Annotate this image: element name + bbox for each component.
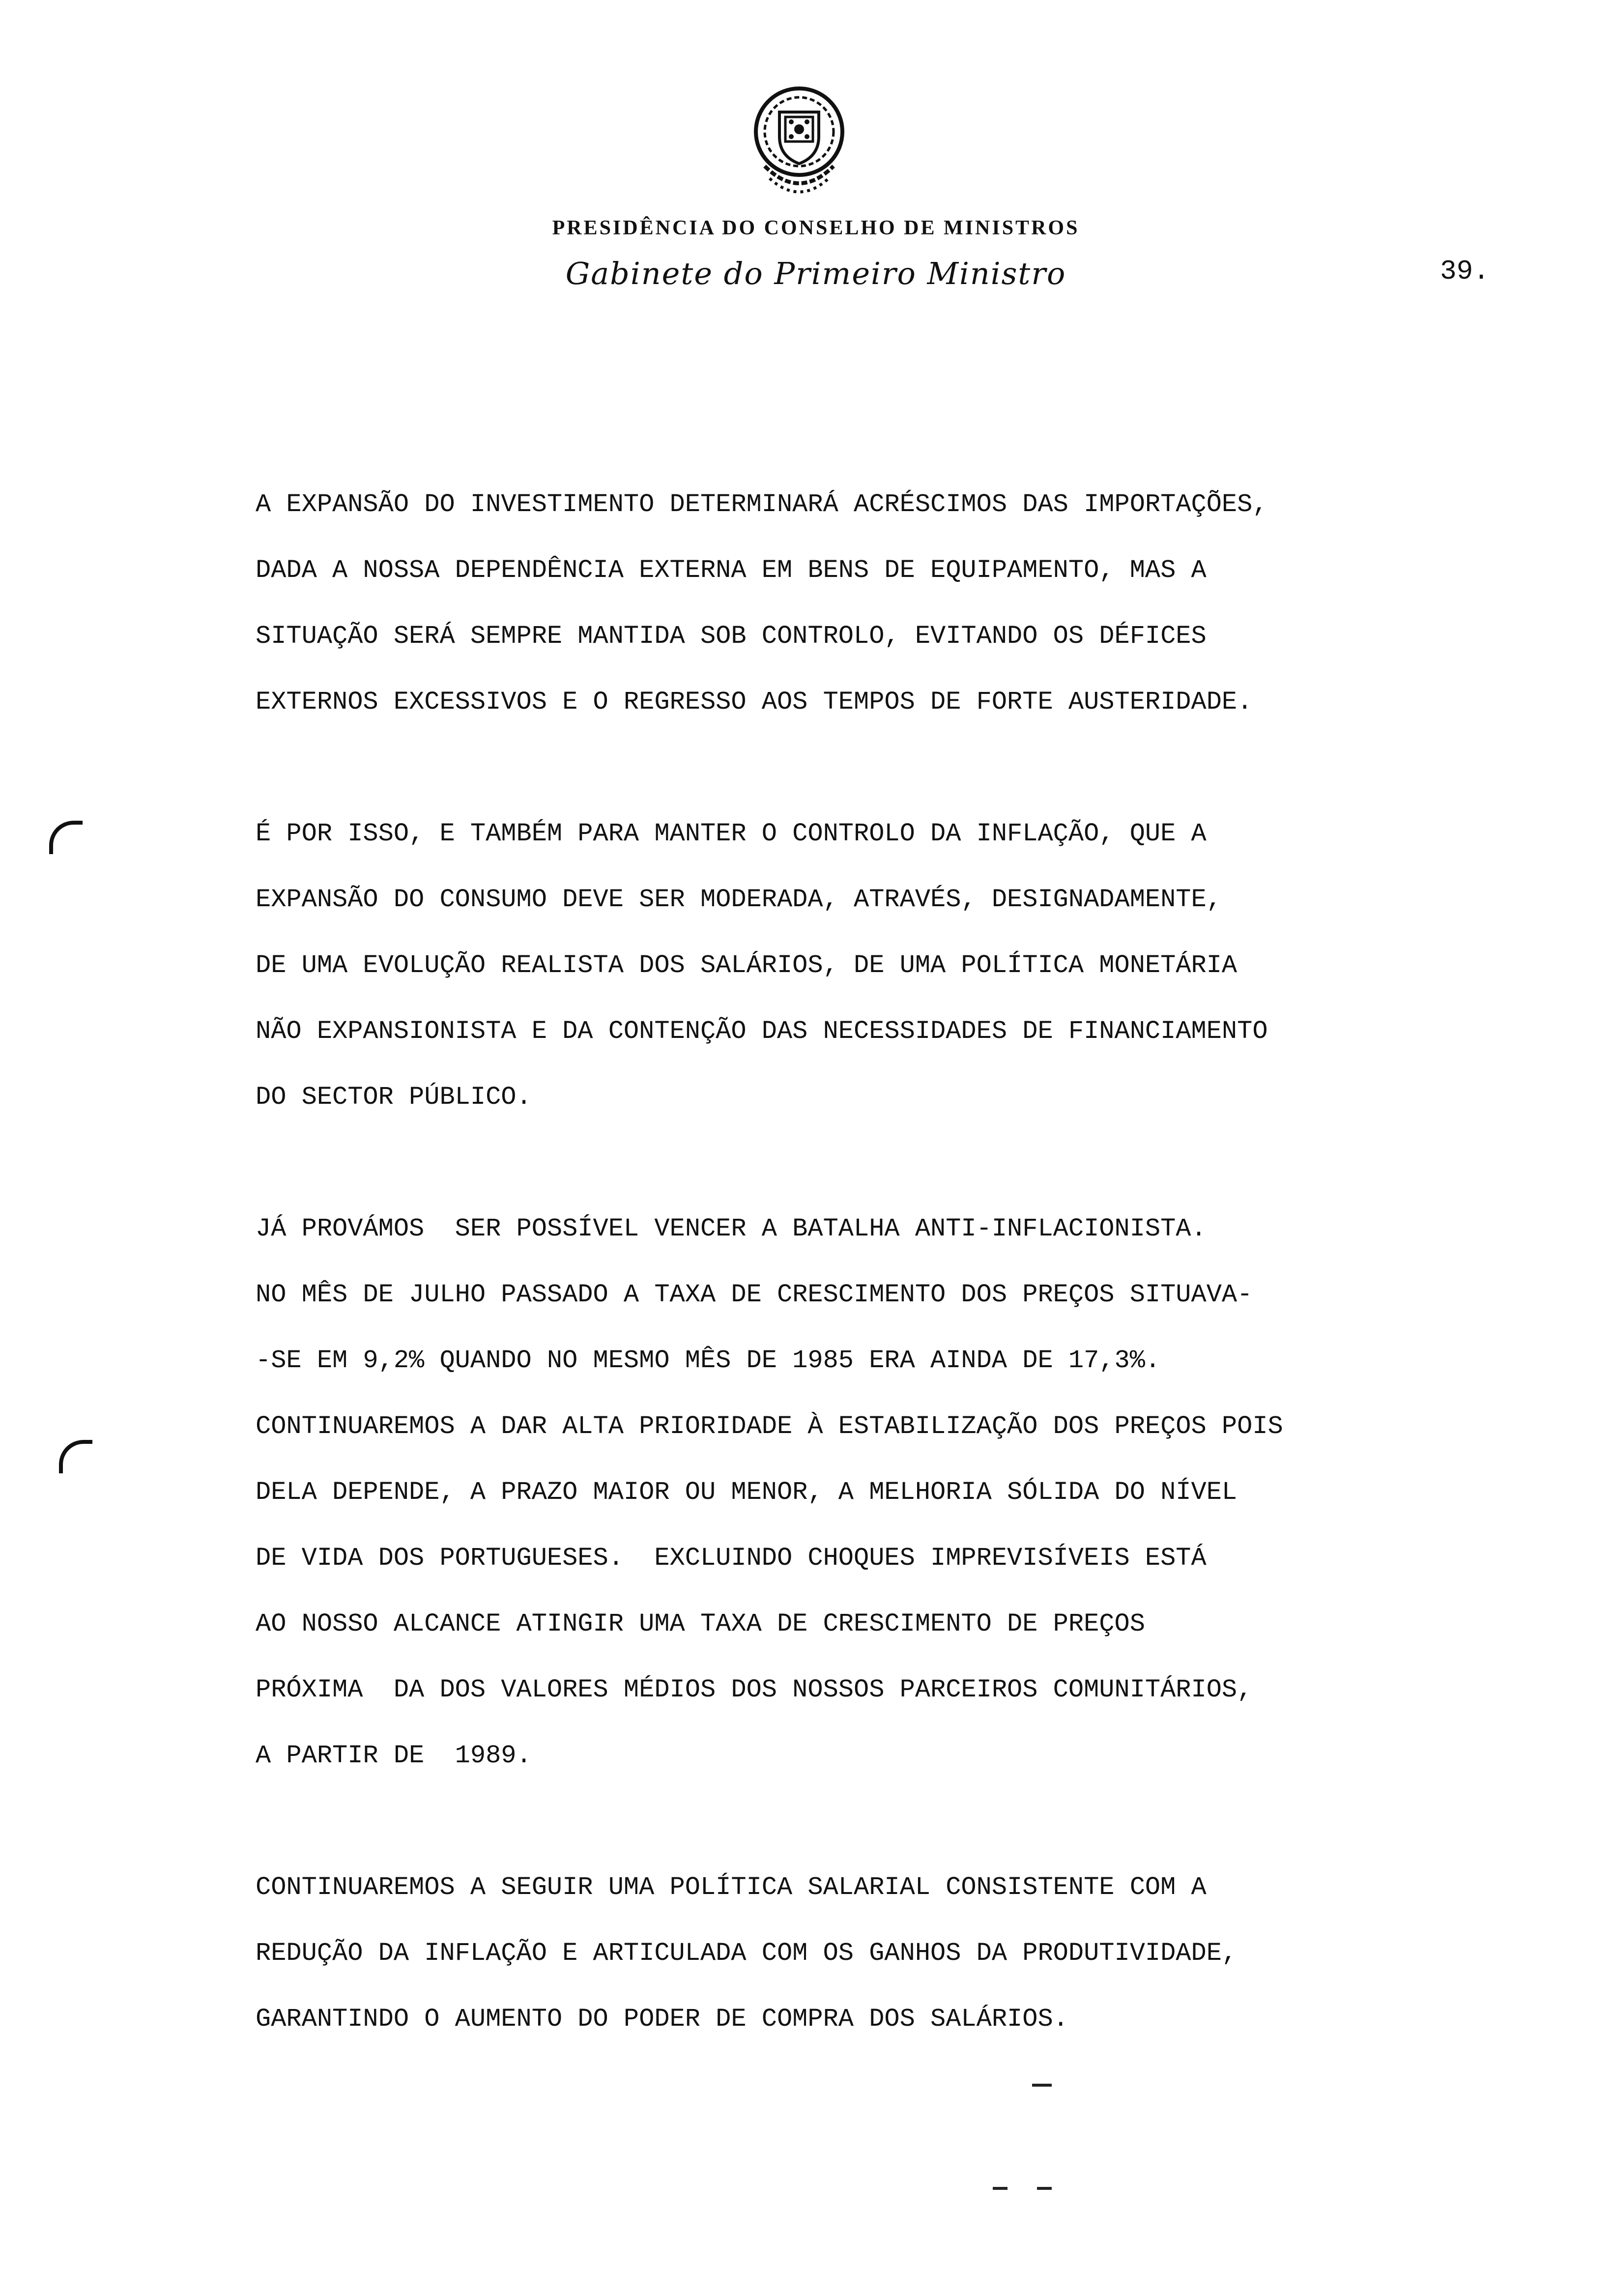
- text-line: AO NOSSO ALCANCE ATINGIR UMA TAXA DE CRESCIMENTO DE PREÇOS: [256, 1609, 1145, 1638]
- text-line: DE VIDA DOS PORTUGUESES. EXCLUINDO CHOQUES IMPREVISÍVEIS ESTÁ: [256, 1544, 1207, 1573]
- text-line: EXTERNOS EXCESSIVOS E O REGRESSO AOS TEMPOS DE FORTE AUSTERIDADE.: [256, 688, 1253, 717]
- cabinet-subtitle: Gabinete do Primeiro Ministro: [565, 256, 1066, 291]
- text-line: DE UMA EVOLUÇÃO REALISTA DOS SALÁRIOS, DE UMA POLÍTICA MONETÁRIA: [256, 951, 1238, 980]
- paragraph: [256, 801, 1592, 1130]
- text-line: NÃO EXPANSIONISTA E DA CONTENÇÃO DAS NECESSIDADES DE FINANCIAMENTO: [256, 1017, 1268, 1046]
- text-line: PRÓXIMA DA DOS VALORES MÉDIOS DOS NOSSOS PARCEIROS COMUNITÁRIOS,: [256, 1675, 1253, 1704]
- paragraph: [256, 472, 1592, 735]
- text-line: DELA DEPENDE, A PRAZO MAIOR OU MENOR, A MELHORIA SÓLIDA DO NÍVEL: [256, 1478, 1238, 1507]
- text-line: SITUAÇÃO SERÁ SEMPRE MANTIDA SOB CONTROLO, EVITANDO OS DÉFICES: [256, 622, 1207, 651]
- scan-mark: [1037, 2187, 1052, 2190]
- margin-mark: [59, 1440, 92, 1473]
- text-line: DADA A NOSSA DEPENDÊNCIA EXTERNA EM BENS DE EQUIPAMENTO, MAS A: [256, 556, 1207, 585]
- ministry-header-title: PRESIDÊNCIA DO CONSELHO DE MINISTROS: [552, 217, 1080, 239]
- text-line: É POR ISSO, E TAMBÉM PARA MANTER O CONTROLO DA INFLAÇÃO, QUE A: [256, 819, 1207, 848]
- text-line: -SE EM 9,2% QUANDO NO MESMO MÊS DE 1985 ERA AINDA DE 17,3%.: [256, 1346, 1161, 1375]
- coat-of-arms-emblem: [750, 83, 848, 210]
- text-line: EXPANSÃO DO CONSUMO DEVE SER MODERADA, ATRAVÉS, DESIGNADAMENTE,: [256, 885, 1222, 914]
- scan-mark: [1032, 2084, 1052, 2087]
- text-line: NO MÊS DE JULHO PASSADO A TAXA DE CRESCIMENTO DOS PREÇOS SITUAVA-: [256, 1280, 1253, 1309]
- margin-mark: [49, 821, 83, 854]
- document-body: [256, 472, 1592, 2118]
- text-line: REDUÇÃO DA INFLAÇÃO E ARTICULADA COM OS GANHOS DA PRODUTIVIDADE,: [256, 1939, 1238, 1968]
- text-line: DO SECTOR PÚBLICO.: [256, 1083, 532, 1112]
- text-line: GARANTINDO O AUMENTO DO PODER DE COMPRA DOS SALÁRIOS.: [256, 2005, 1068, 2034]
- text-line: A EXPANSÃO DO INVESTIMENTO DETERMINARÁ ACRÉSCIMOS DAS IMPORTAÇÕES,: [256, 490, 1268, 519]
- paragraph: [256, 1196, 1592, 1789]
- text-line: JÁ PROVÁMOS SER POSSÍVEL VENCER A BATALHA ANTI-INFLACIONISTA.: [256, 1214, 1207, 1243]
- text-line: CONTINUAREMOS A SEGUIR UMA POLÍTICA SALARIAL CONSISTENTE COM A: [256, 1873, 1207, 1902]
- paragraph: [256, 1855, 1592, 2052]
- text-line: CONTINUAREMOS A DAR ALTA PRIORIDADE À ESTABILIZAÇÃO DOS PREÇOS POIS: [256, 1412, 1283, 1441]
- page-number: 39.: [1440, 256, 1490, 287]
- scan-mark: [993, 2187, 1008, 2190]
- text-line: A PARTIR DE 1989.: [256, 1741, 532, 1770]
